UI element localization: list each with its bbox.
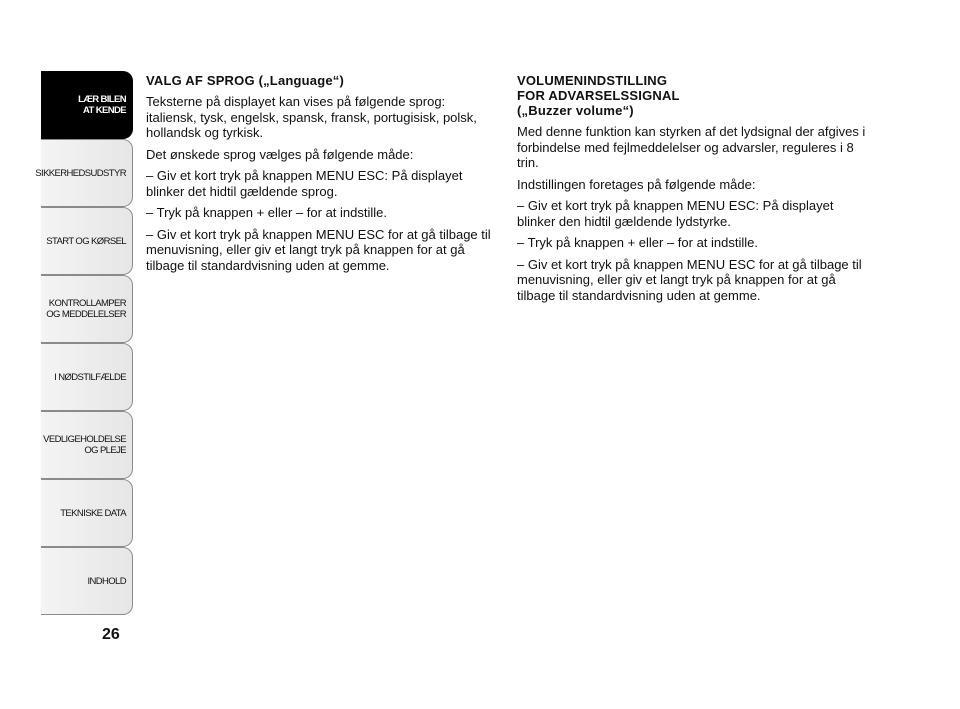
- paragraph: – Giv et kort tryk på knappen MENU ESC for at gå tilbage til menuvisning, eller giv et langt tryk på knappen for at gå tilbage til standardvisning uden at gemme.: [517, 256, 862, 303]
- tab-i-nodstilfaelde[interactable]: I NØDSTILFÆLDE: [41, 343, 133, 411]
- paragraph: – Giv et kort tryk på knappen MENU ESC: På displayet blinker det hidtil gældende sprog.: [146, 168, 463, 199]
- tab-indhold[interactable]: INDHOLD: [41, 547, 133, 615]
- heading-line: FOR ADVARSELSSIGNAL: [517, 88, 680, 103]
- paragraph: – Tryk på knappen + eller – for at indstille.: [146, 205, 387, 220]
- paragraph: Det ønskede sprog vælges på følgende måde:: [146, 146, 414, 162]
- paragraph: Indstillingen foretages på følgende måde:: [517, 176, 756, 192]
- paragraph: – Giv et kort tryk på knappen MENU ESC: På displayet blinker den hidtil gældende lydstyrke.: [517, 198, 834, 229]
- tab-vedligeholdelse[interactable]: VEDLIGEHOLDELSE OG PLEJE: [41, 411, 133, 479]
- tab-kontrollamper[interactable]: KONTROLLAMPER OG MEDDELELSER: [41, 275, 133, 343]
- buzzer-volume-section: [517, 73, 869, 309]
- paragraph: Teksterne på displayet kan vises på følgende sprog: italiensk, tysk, engelsk, spansk, fransk, portugisisk, polsk, hollandsk og tyrkisk.: [146, 94, 477, 140]
- paragraph: – Giv et kort tryk på knappen MENU ESC for at gå tilbage til menuvisning, eller giv et langt tryk på knappen for at gå tilbage til standardvisning uden at gemme.: [146, 226, 491, 273]
- section-heading: VALG AF SPROG („Language“): [146, 73, 345, 88]
- tab-sikkerhedsudstyr[interactable]: SIKKERHEDSUDSTYR: [41, 139, 133, 207]
- tab-laer-bilen-at-kende[interactable]: LÆR BILEN AT KENDE: [41, 71, 133, 139]
- heading-line: („Buzzer volume“): [517, 103, 634, 118]
- page-number: 26: [102, 626, 120, 643]
- paragraph: – Tryk på knappen + eller – for at indstille.: [517, 235, 758, 250]
- paragraph: Med denne funktion kan styrken af det lydsignal der afgives i forbindelse med fejlmeddelelser og advarsler, reguleres i 8 trin.: [517, 124, 866, 170]
- language-section: [146, 73, 498, 279]
- chapter-tabs: [35, 71, 133, 615]
- tab-start-og-korsel[interactable]: START OG KØRSEL: [41, 207, 133, 275]
- heading-line: VOLUMENINDSTILLING: [517, 73, 668, 88]
- tab-tekniske-data[interactable]: TEKNISKE DATA: [41, 479, 133, 547]
- section-heading: [517, 73, 869, 118]
